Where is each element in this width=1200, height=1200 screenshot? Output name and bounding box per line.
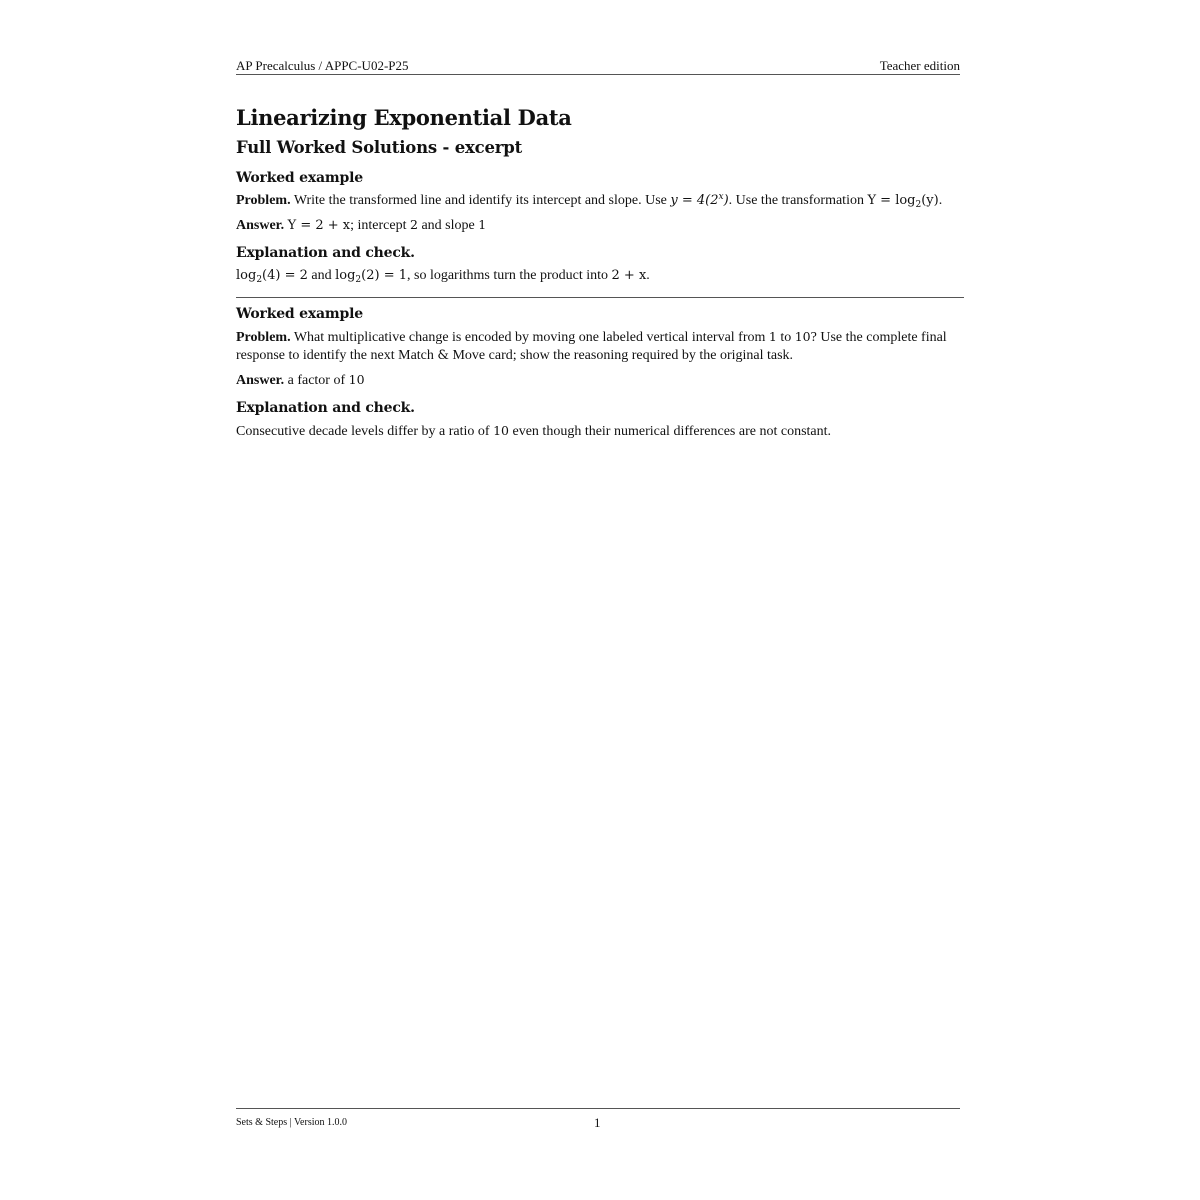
problem-lead: Problem. [236, 330, 291, 345]
page-title: Linearizing Exponential Data [236, 105, 572, 130]
page-header [236, 58, 960, 75]
page-footer [236, 1108, 960, 1133]
explanation-text [236, 422, 964, 441]
math-number: 10 [794, 329, 811, 344]
section-divider [236, 297, 964, 298]
worked-example-1 [236, 168, 964, 285]
page-subtitle: Full Worked Solutions - excerpt [236, 138, 523, 157]
math-part: log [236, 268, 257, 283]
header-edition: Teacher edition [879, 58, 960, 73]
math-number: 1 [768, 329, 777, 344]
answer-lead: Answer. [236, 373, 285, 388]
math-part: y = 4(2 [670, 193, 719, 208]
answer-text: ; intercept [350, 218, 407, 233]
explanation-heading: Explanation and check. [236, 400, 415, 416]
math-subscript: 2 [915, 200, 922, 210]
math-expression [867, 193, 938, 208]
math-ampersand: & [437, 348, 449, 363]
example-label: Worked example [236, 306, 363, 322]
math-part: log [335, 268, 356, 283]
math-expression: Y = 2 + x [287, 218, 351, 233]
problem-statement [236, 328, 964, 365]
explanation-heading: Explanation and check. [236, 245, 415, 261]
math-part: (4) = 2 [262, 268, 308, 283]
problem-statement [236, 192, 964, 210]
explanation-part: and [311, 268, 332, 283]
answer-text: and slope [421, 218, 475, 233]
example-label: Worked example [236, 170, 363, 186]
problem-text: Move card; show the reasoning required by the original task. [452, 348, 794, 363]
math-subscript: 2 [256, 275, 263, 285]
math-number: 10 [493, 423, 509, 438]
math-number: 2 [409, 217, 418, 232]
answer-statement [236, 216, 964, 235]
math-part: (2) = 1 [361, 268, 407, 283]
math-subscript: 2 [355, 275, 362, 285]
page-number: 1 [594, 1115, 601, 1130]
explanation-part: Consecutive decade levels differ by a ratio of [236, 424, 490, 439]
explanation-part: even though their numerical differences are not constant. [512, 424, 832, 439]
math-number: 10 [348, 372, 365, 387]
math-part: (y) [921, 193, 939, 208]
math-number: 1 [478, 217, 487, 232]
math-part: Y = log [867, 193, 916, 208]
problem-text: ? Use the complete final response to identify the next Match [236, 330, 947, 363]
math-expression [335, 268, 407, 283]
math-superscript: x [718, 192, 724, 202]
math-expression [236, 268, 308, 283]
footer-version: Sets & Steps | Version 1.0.0 [236, 1117, 347, 1128]
problem-lead: Problem. [236, 193, 291, 208]
problem-text: . [938, 193, 943, 208]
main-content [236, 104, 964, 441]
header-course-code: AP Precalculus / APPC-U02-P25 [236, 58, 409, 73]
explanation-part: , so logarithms turn the product into [407, 268, 609, 283]
answer-text: a factor of [287, 373, 346, 388]
answer-lead: Answer. [236, 218, 285, 233]
problem-text: What multiplicative change is encoded by moving one labeled vertical interval from [293, 330, 766, 345]
explanation-text [236, 267, 964, 285]
problem-text: Write the transformed line and identify its intercept and slope. Use [293, 193, 667, 208]
math-expression: 2 + x [611, 268, 647, 283]
math-part: ) [723, 193, 729, 208]
answer-statement [236, 371, 964, 390]
problem-text: to [780, 330, 792, 345]
math-expression [670, 193, 728, 208]
problem-text: . Use the transformation [728, 193, 864, 208]
worked-example-2 [236, 304, 964, 441]
explanation-part: . [646, 268, 650, 283]
